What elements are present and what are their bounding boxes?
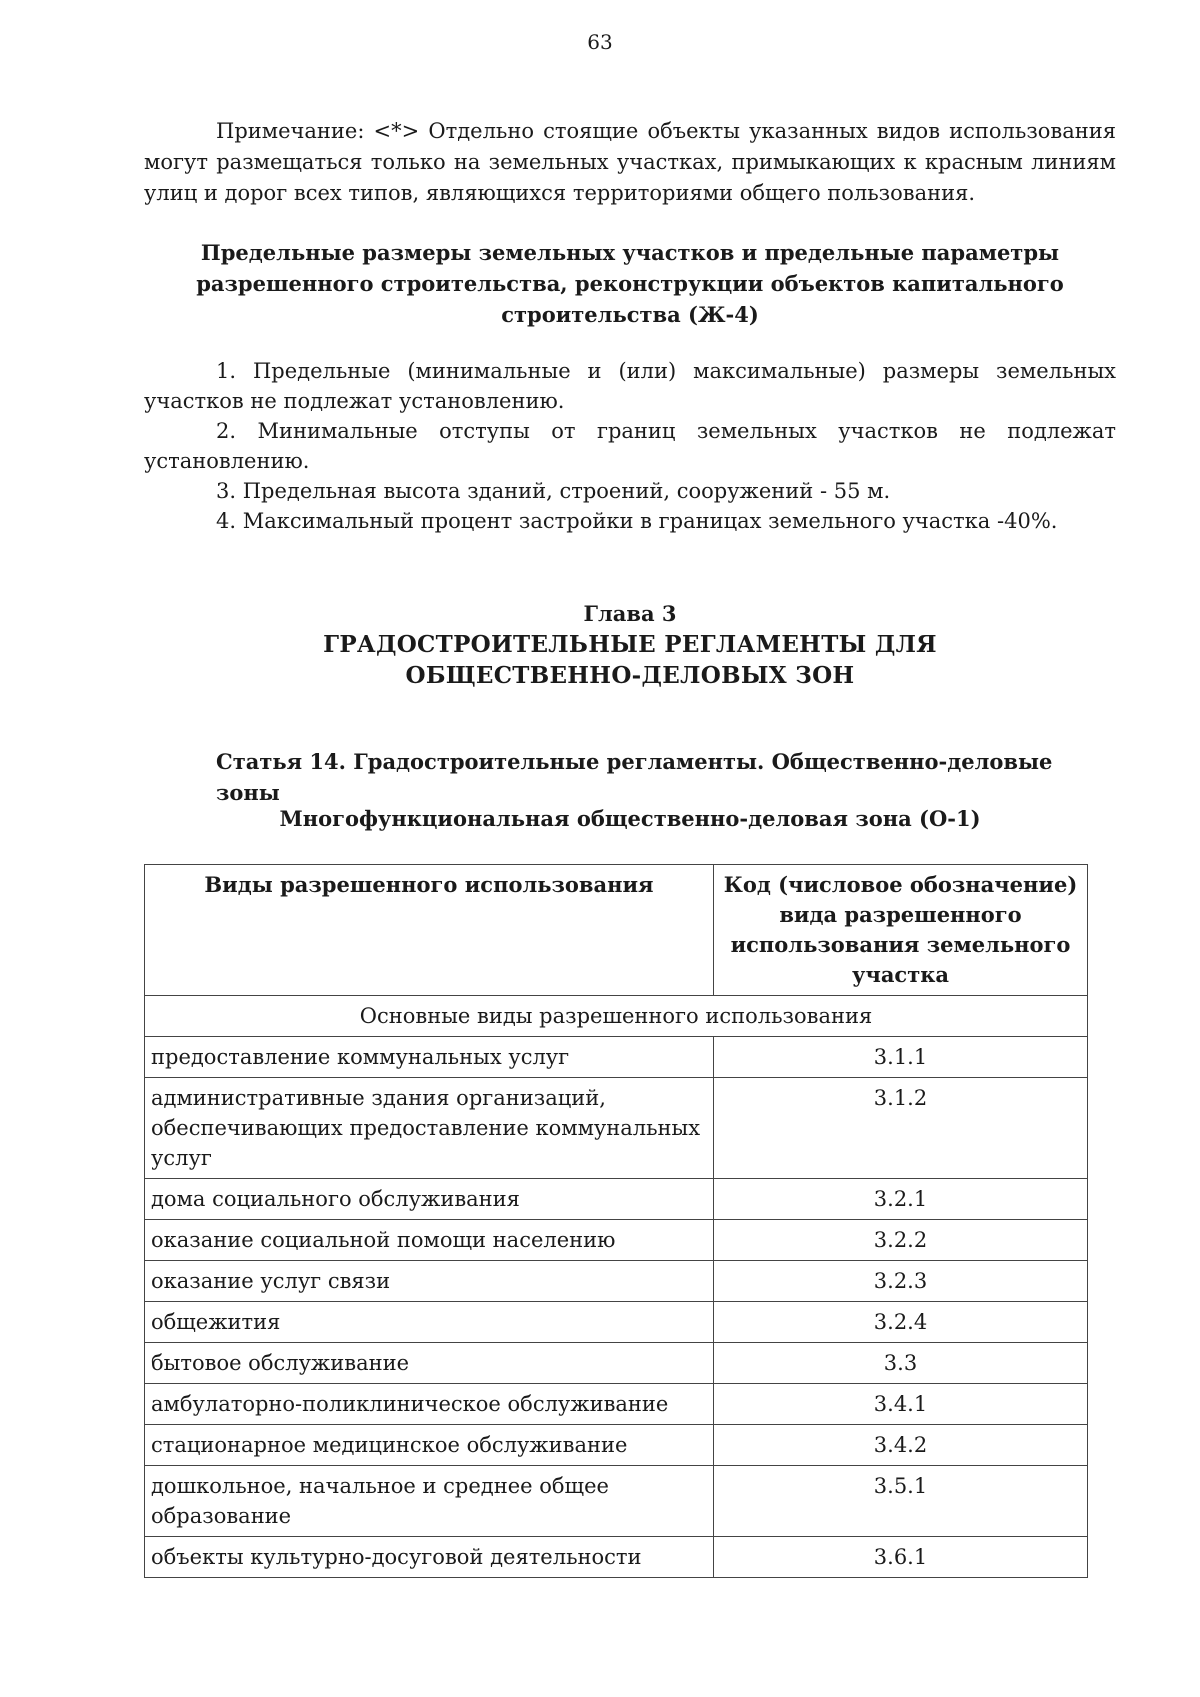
use-code: 3.1.1: [714, 1037, 1088, 1078]
limits-item: 3. Предельная высота зданий, строений, сооружений - 55 м.: [216, 479, 891, 503]
table-row: [145, 1384, 1088, 1425]
use-name: оказание социальной помощи населению: [145, 1220, 714, 1261]
limits-item: 2. Минимальные отступы от границ земельных участков не подлежат установлению.: [144, 419, 1116, 473]
group-label: Основные виды разрешенного использования: [145, 996, 1088, 1037]
use-code: 3.6.1: [714, 1537, 1088, 1578]
use-name: дома социального обслуживания: [145, 1179, 714, 1220]
use-code: 3.2.1: [714, 1179, 1088, 1220]
table-row: [145, 1343, 1088, 1384]
use-name: административные здания организаций, обеспечивающих предоставление коммунальных услуг: [145, 1078, 714, 1179]
use-code: 3.2.2: [714, 1220, 1088, 1261]
use-code: 3.2.3: [714, 1261, 1088, 1302]
table-body: [145, 996, 1088, 1578]
permitted-uses-table: [144, 864, 1088, 1578]
use-code: 3.4.1: [714, 1384, 1088, 1425]
chapter-label: Глава 3: [583, 601, 677, 626]
limits-section-title: Предельные размеры земельных участков и предельные параметры разрешенного строительства, реконструкции объектов капитального строительства (Ж-4): [196, 240, 1064, 327]
table-row: [145, 1261, 1088, 1302]
table-row: [145, 1179, 1088, 1220]
table-group-row: [145, 996, 1088, 1037]
article-title: Статья 14. Градостроительные регламенты. Общественно-деловые зоны: [216, 749, 1053, 805]
use-name: стационарное медицинское обслуживание: [145, 1425, 714, 1466]
use-name: дошкольное, начальное и среднее общее образование: [145, 1466, 714, 1537]
chapter-heading: [144, 598, 1116, 691]
table-row: [145, 1078, 1088, 1179]
limits-item: 1. Предельные (минимальные и (или) максимальные) размеры земельных участков не подлежат установлению.: [144, 359, 1116, 413]
use-name: предоставление коммунальных услуг: [145, 1037, 714, 1078]
table-row: [145, 1302, 1088, 1343]
use-name: объекты культурно-досуговой деятельности: [145, 1537, 714, 1578]
chapter-title-line1: ГРАДОСТРОИТЕЛЬНЫЕ РЕГЛАМЕНТЫ ДЛЯ: [323, 631, 937, 658]
header-use-name: Виды разрешенного использования: [145, 865, 714, 996]
use-name: амбулаторно-поликлиническое обслуживание: [145, 1384, 714, 1425]
note-paragraph: [144, 116, 1116, 209]
use-code: 3.2.4: [714, 1302, 1088, 1343]
table-row: [145, 1220, 1088, 1261]
note-text: Примечание: <*> Отдельно стоящие объекты указанных видов использования могут размещаться только на земельных участках, примыкающих к красным линиям улиц и дорог всех типов, являющихся территориями общего пользования.: [144, 119, 1116, 205]
table-row: [145, 1037, 1088, 1078]
table-row: [145, 1537, 1088, 1578]
use-code: 3.4.2: [714, 1425, 1088, 1466]
use-name: оказание услуг связи: [145, 1261, 714, 1302]
table-header-row: [145, 865, 1088, 996]
zone-title: Многофункциональная общественно-деловая зона (О-1): [279, 806, 981, 831]
limits-list: [144, 356, 1116, 536]
use-name: общежития: [145, 1302, 714, 1343]
use-code: 3.5.1: [714, 1466, 1088, 1537]
page-number: 63: [587, 30, 613, 54]
limits-item: 4. Максимальный процент застройки в границах земельного участка -40%.: [216, 509, 1058, 533]
header-use-code: Код (числовое обозначение) вида разрешенного использования земельного участка: [714, 865, 1088, 996]
use-code: 3.3: [714, 1343, 1088, 1384]
use-name: бытовое обслуживание: [145, 1343, 714, 1384]
chapter-title-line2: ОБЩЕСТВЕННО-ДЕЛОВЫХ ЗОН: [405, 662, 855, 689]
use-code: 3.1.2: [714, 1078, 1088, 1179]
table-row: [145, 1466, 1088, 1537]
table-row: [145, 1425, 1088, 1466]
